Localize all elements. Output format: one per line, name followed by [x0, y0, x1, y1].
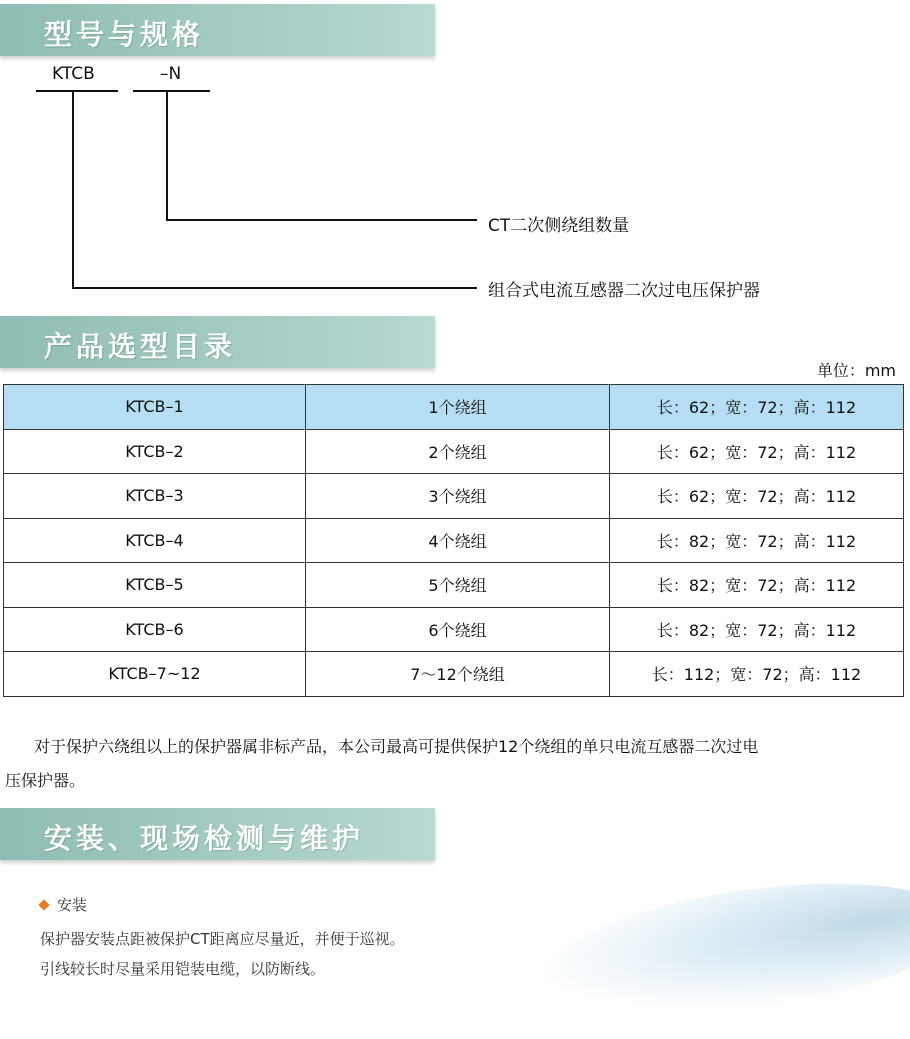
cell-model: KTCB–1	[4, 385, 306, 430]
note-line-1: 对于保护六绕组以上的保护器属非标产品，本公司最高可提供保护12个绕组的单只电流互感器二次过电	[34, 737, 759, 756]
cell-windings: 2个绕组	[306, 429, 610, 474]
cell-size: 长：82；宽：72；高：112	[610, 563, 904, 608]
diamond-bullet-icon	[38, 899, 49, 910]
model-code: KTCB	[52, 64, 95, 84]
table-row	[4, 652, 904, 697]
cell-windings: 3个绕组	[306, 474, 610, 519]
cell-model: KTCB–2	[4, 429, 306, 474]
model-suffix-underline	[133, 90, 210, 92]
cell-windings: 4个绕组	[306, 518, 610, 563]
table-row	[4, 518, 904, 563]
suffix-description: CT二次侧绕组数量	[488, 216, 630, 236]
suffix-leader-vertical	[166, 92, 168, 220]
note-line-2: 压保护器。	[5, 771, 86, 790]
decorative-swoosh	[534, 861, 910, 1038]
code-leader-horizontal	[72, 287, 477, 289]
cell-model: KTCB–4	[4, 518, 306, 563]
cell-size: 长：82；宽：72；高：112	[610, 518, 904, 563]
cell-windings: 6个绕组	[306, 607, 610, 652]
table-row	[4, 474, 904, 519]
table-row	[4, 563, 904, 608]
cell-size: 长：62；宽：72；高：112	[610, 429, 904, 474]
cell-model: KTCB–6	[4, 607, 306, 652]
cell-size: 长：62；宽：72；高：112	[610, 385, 904, 430]
table-row	[4, 607, 904, 652]
cell-model: KTCB–3	[4, 474, 306, 519]
model-code-underline	[36, 90, 118, 92]
install-line-2: 引线较长时尽量采用铠装电缆，以防断线。	[40, 960, 326, 978]
suffix-leader-horizontal	[166, 219, 477, 221]
cell-model: KTCB–5	[4, 563, 306, 608]
install-line-1: 保护器安装点距被保护CT距离应尽量近，并便于巡视。	[40, 930, 405, 948]
code-description: 组合式电流互感器二次过电压保护器	[488, 281, 760, 301]
install-heading	[40, 894, 87, 915]
catalog-table	[3, 384, 904, 697]
cell-windings: 7～12个绕组	[306, 652, 610, 697]
table-row	[4, 429, 904, 474]
cell-windings: 5个绕组	[306, 563, 610, 608]
section-header-catalog	[0, 316, 435, 368]
section-header-model-spec	[0, 4, 435, 56]
cell-size: 长：112；宽：72；高：112	[610, 652, 904, 697]
cell-size: 长：62；宽：72；高：112	[610, 474, 904, 519]
model-suffix: –N	[160, 64, 182, 84]
code-leader-vertical	[72, 92, 74, 288]
table-row	[4, 385, 904, 430]
install-heading-label: 安装	[57, 896, 88, 914]
cell-size: 长：82；宽：72；高：112	[610, 607, 904, 652]
section-header-install	[0, 808, 435, 860]
cell-model: KTCB–7~12	[4, 652, 306, 697]
section-title: 型号与规格	[44, 18, 205, 51]
cell-windings: 1个绕组	[306, 385, 610, 430]
unit-label: 单位：mm	[816, 361, 896, 380]
section-title: 安装、现场检测与维护	[44, 822, 365, 855]
section-title: 产品选型目录	[44, 330, 237, 363]
